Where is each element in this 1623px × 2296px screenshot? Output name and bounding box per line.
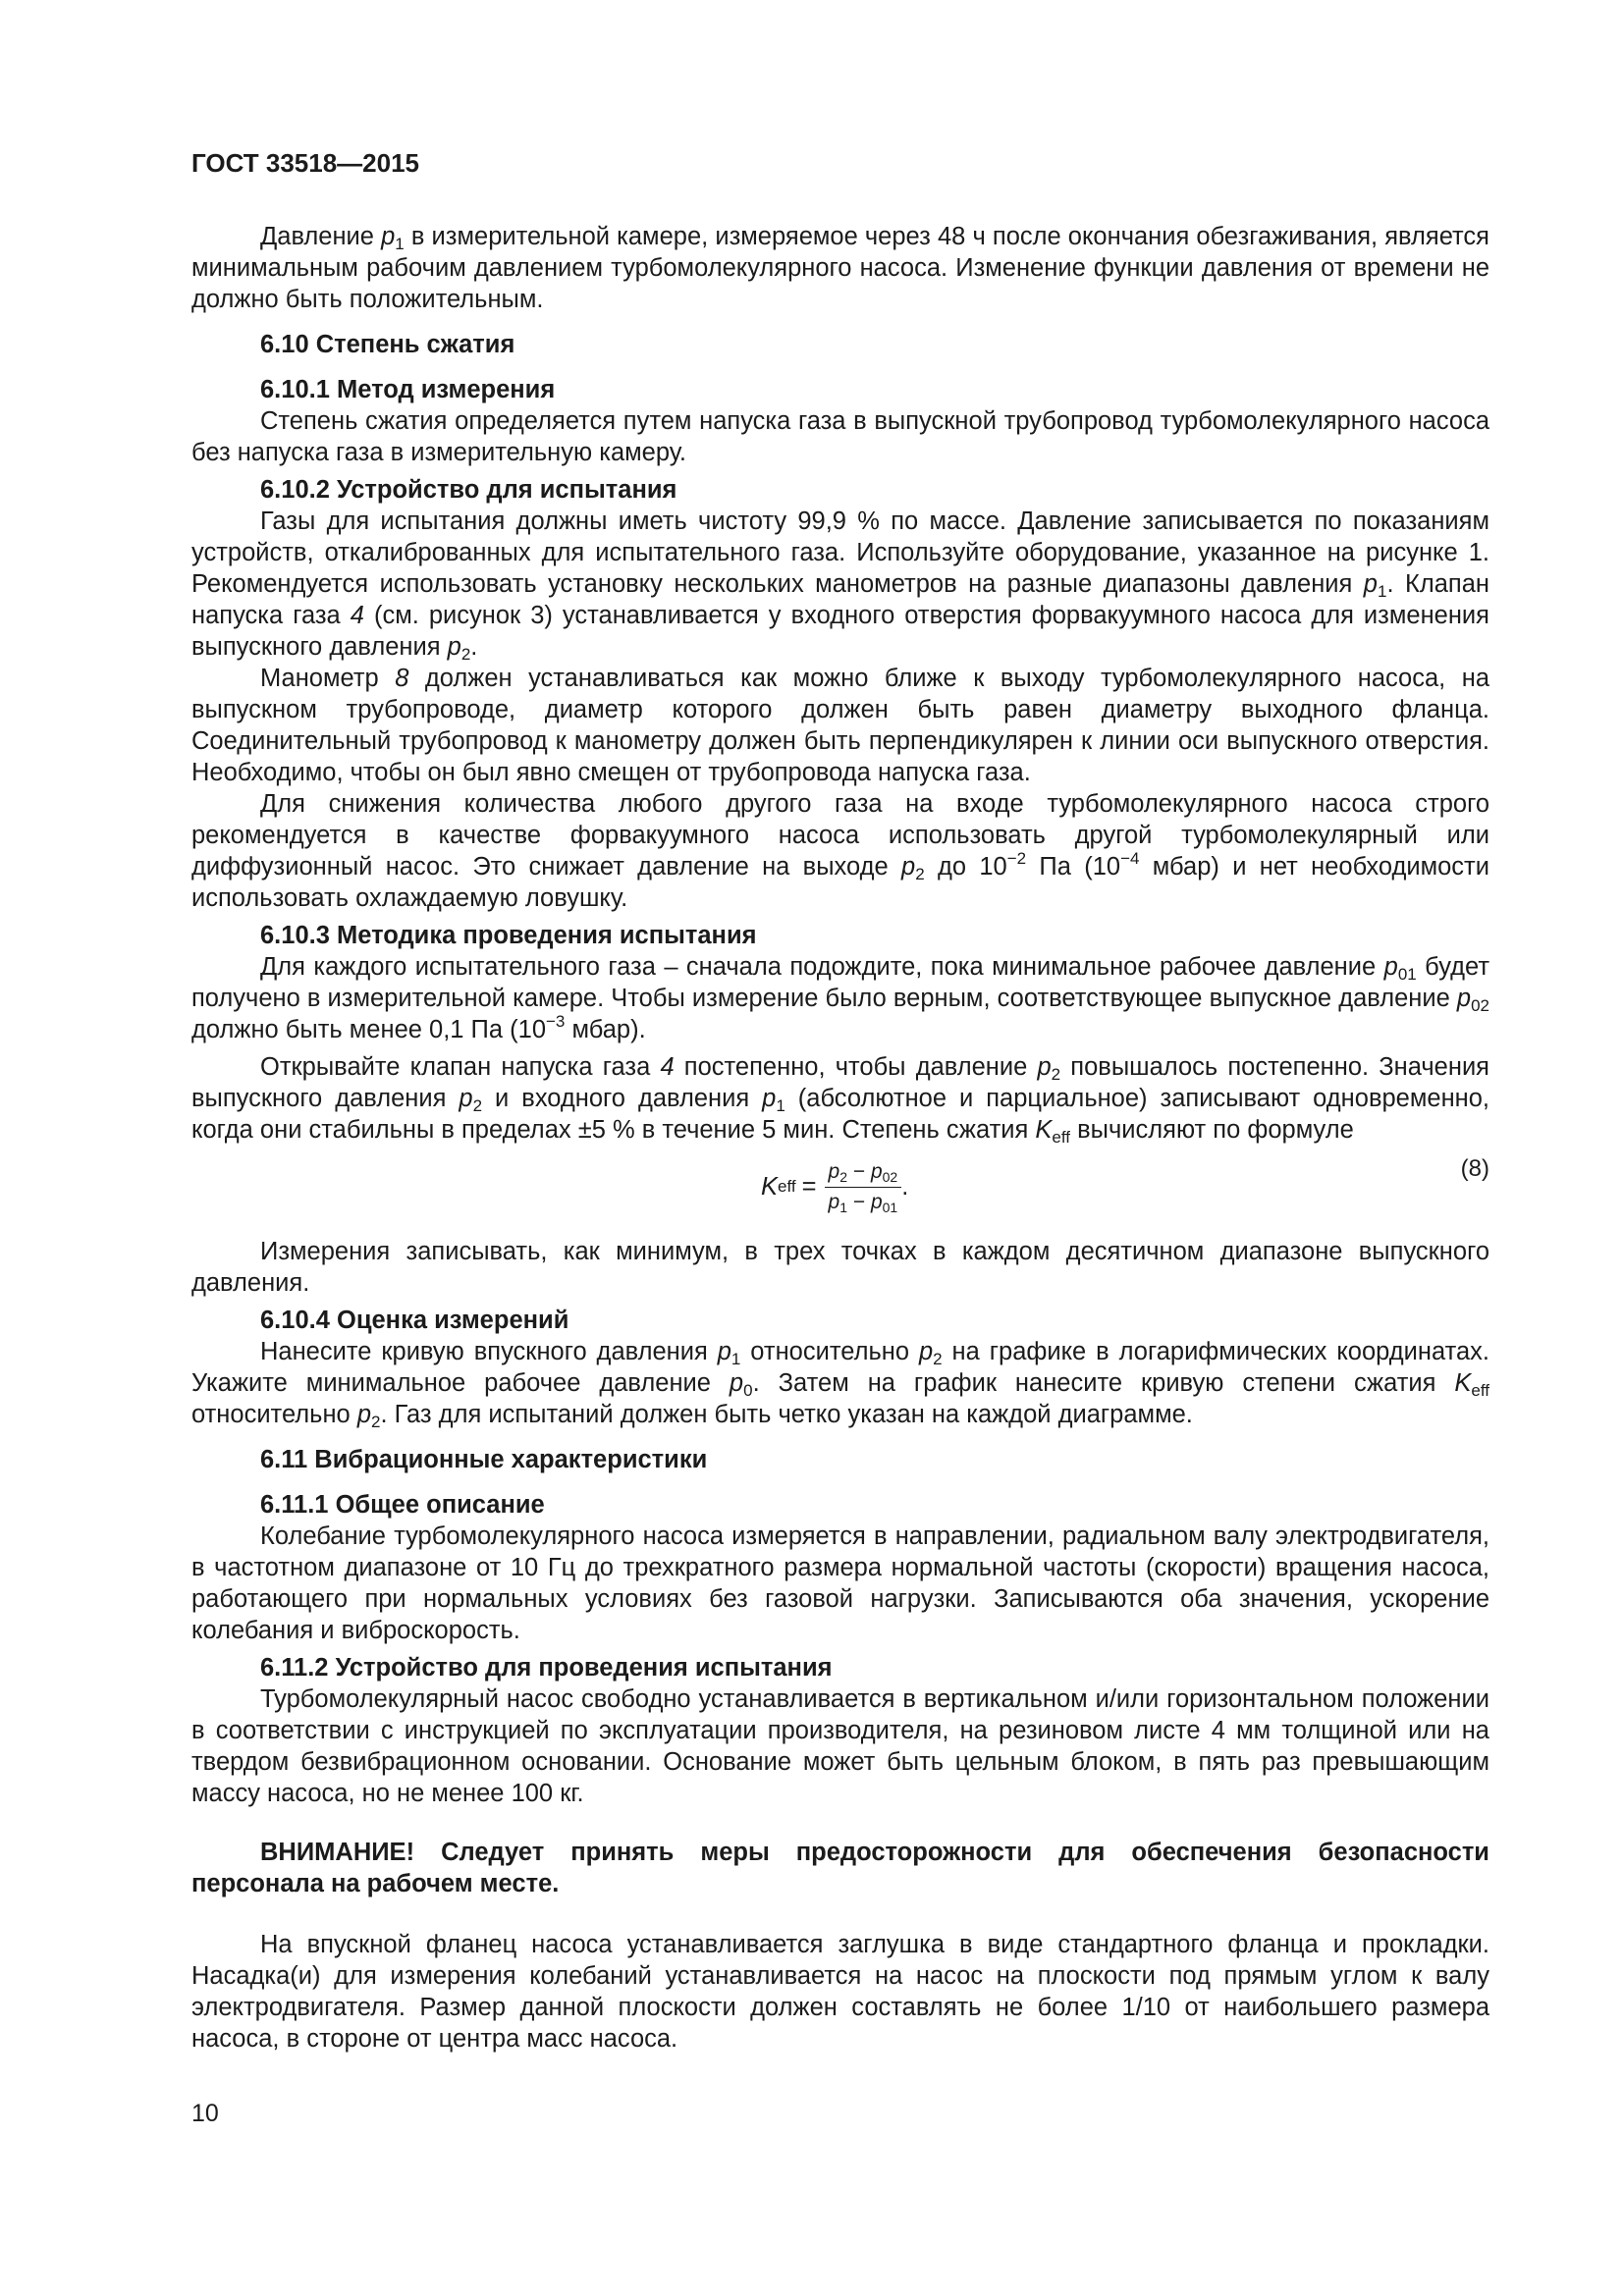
formula-dot: . [901,1173,909,1201]
paragraph-flange-plug: На впускной фланец насоса устанавливается заглушка в виде стандартного фланца и прокладки. Насадка(и) для измерения колебаний устанавливается на насос на плоскости под прямым углом к валу электродвигателя. Размер данной плоскости должен составлять не более 1/10 от наибольшего размера насоса, в стороне от центра масс насоса. [191,1931,1489,2053]
formula-body: K eff = $\frac{p_2 - p_{02}}{p_1 - p_{01}}$ . [761,1159,909,1215]
formula-lhs-var: K [761,1173,779,1201]
formula-fraction [825,1159,902,1215]
formula-8 [191,1153,1489,1220]
heading-6-11-1: 6.11.1 Общее описание [260,1491,545,1519]
paragraph-p1-pressure: Давление $p_1$ в измерительной камере, измеряемое через 48 ч после окончания обезгаживания, является минимальным рабочим давлением турбомолекулярного насоса. Изменение функции давления от времени не должно быть положительным. [191,223,1489,313]
heading-6-10-1: 6.10.1 Метод измерения [260,376,556,403]
formula-numerator: $p_2 - p_{02}$ [825,1159,902,1188]
document-page [191,147,1489,2055]
heading-6-10-4: 6.10.4 Оценка измерений [260,1307,569,1334]
paragraph-vibration-description: Колебание турбомолекулярного насоса измеряется в направлении, радиальном валу электродвигателя, в частотном диапазоне от 10 Гц до трехкратного размера нормальной частоты (скорости) вращения насоса, работающего при нормальных условиях без газовой нагрузки. Записываются оба значения, ускорение колебания и виброскорость. [191,1522,1489,1644]
document-header: ГОСТ 33518—2015 [191,148,419,178]
formula-equals: = [801,1173,817,1201]
heading-6-11: 6.11 Вибрационные характеристики [260,1446,708,1473]
paragraph-forvacuum-pump: Для снижения количества любого другого газа на входе турбомолекулярного насоса строго рекомендуется в качестве форвакуумного насоса использовать другой турбомолекулярный или диффузионный насос. Это снижает давление на выходе $p_2$ до $10^{-2}$ Па ($10^{-4}$ мбар) и нет необходимости использовать охлаждаемую ловушку. [191,790,1489,912]
formula-number: (8) [1460,1155,1489,1182]
formula-denominator: $p_1 - p_{01}$ [828,1190,898,1215]
paragraph-measurements-record: Измерения записывать, как минимум, в трех точках в каждом десятичном диапазоне выпускного давления. [191,1238,1489,1297]
paragraph-evaluation: Нанесите кривую впускного давления $p_1$ относительно $p_2$ на графике в логарифмических координатах. Укажите минимальное рабочее давление $p_0$. Затем на график нанесите кривую степени сжатия $K_{eff}$ относительно $p_2$. Газ для испытаний должен быть четко указан на каждой диаграмме. [191,1338,1489,1431]
paragraph-vibration-setup: Турбомолекулярный насос свободно устанавливается в вертикальном и/или горизонтальном положении в соответствии с инструкцией по эксплуатации производителя, на резиновом листе 4 мм толщиной или на твердом безвибрационном основании. Основание может быть цельным блоком, в пять раз превышающим массу насоса, но не менее 100 кг. [191,1685,1489,1807]
paragraph-test-procedure: Для каждого испытательного газа – сначала подождите, пока минимальное рабочее давление $p_{01}$ будет получено в измерительной камере. Чтобы измерение было верным, соответствующее выпускное давление $p_{02}$ должно быть менее 0,1 Па ($10^{-3}$ мбар). [191,953,1489,1043]
heading-6-11-2: 6.11.2 Устройство для проведения испытания [260,1654,833,1682]
warning-safety: ВНИМАНИЕ! Следует принять меры предосторожности для обеспечения безопасности персонала на рабочем месте. [191,1839,1489,1897]
paragraph-manometer: Манометр 8 должен устанавливаться как можно ближе к выходу турбомолекулярного насоса, на выпускном трубопроводе, диаметр которого должен быть равен диаметру выходного фланца. Соединительный трубопровод к манометру должен быть перпендикулярен к линии оси выпускного отверстия. Необходимо, чтобы он был явно смещен от трубопровода напуска газа. [191,665,1489,786]
paragraph-compression-method: Степень сжатия определяется путем напуска газа в выпускной трубопровод турбомолекулярного насоса без напуска газа в измерительную камеру. [191,407,1489,466]
heading-6-10-2: 6.10.2 Устройство для испытания [260,476,677,504]
heading-6-10: 6.10 Степень сжатия [260,331,515,358]
page-number: 10 [191,2100,219,2127]
paragraph-valve-opening: Открывайте клапан напуска газа 4 постепенно, чтобы давление $p_2$ повышалось постепенно. Значения выпускного давления $p_2$ и входного давления $p_1$ (абсолютное и парциальное) записывают одновременно, когда они стабильны в пределах ±5 % в течение 5 мин. Степень сжатия $K_{eff}$ вычисляют по формуле [191,1053,1490,1147]
paragraph-test-gases: Газы для испытания должны иметь чистоту 99,9 % по массе. Давление записывается по показаниям устройств, откалиброванных для испытательного газа. Используйте оборудование, указанное на рисунке 1. Рекомендуется использовать установку нескольких манометров на разные диапазоны давления $p_1$. Клапан напуска газа 4 (см. рисунок 3) устанавливается у входного отверстия форвакуумного насоса для изменения выпускного давления $p_2$. [191,507,1489,664]
heading-6-10-3: 6.10.3 Методика проведения испытания [260,922,757,949]
